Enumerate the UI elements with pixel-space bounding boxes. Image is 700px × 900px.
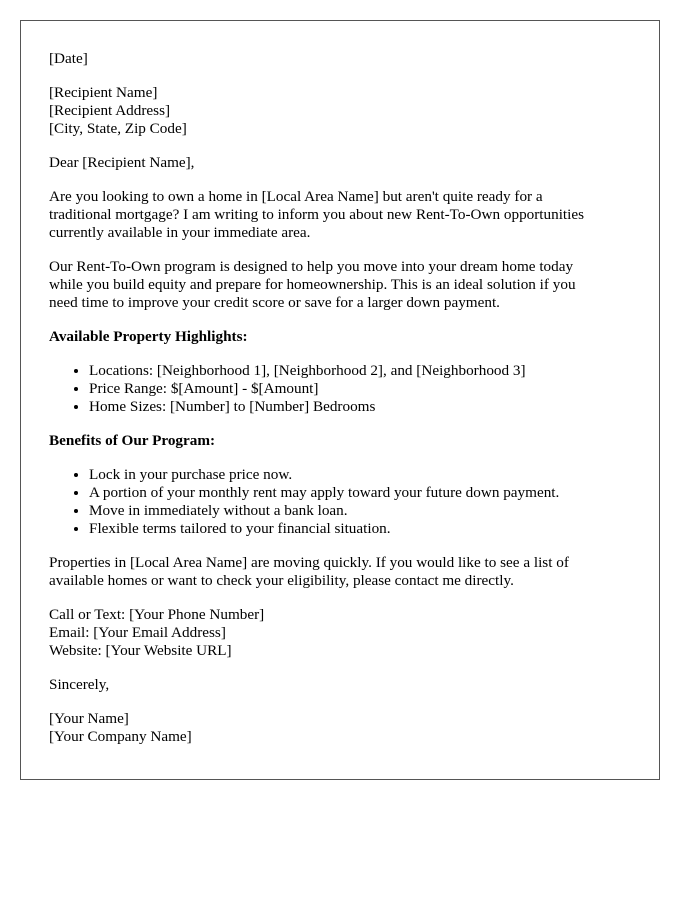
contact-block xyxy=(49,606,631,660)
closing-line: Properties in [Local Area Name] are moving quickly. If you would like to see a list of xyxy=(49,554,569,571)
list-item: • A portion of your monthly rent may apply toward your future down payment. xyxy=(89,484,631,502)
benefits-list xyxy=(49,466,631,538)
contact-website: Website: [Your Website URL] xyxy=(49,642,232,659)
closing-paragraph xyxy=(49,554,631,590)
list-item: • Locations: [Neighborhood 1], [Neighborhood 2], and [Neighborhood 3] xyxy=(89,362,631,380)
signoff xyxy=(49,676,631,694)
intro-paragraph xyxy=(49,188,631,242)
contact-phone: Call or Text: [Your Phone Number] xyxy=(49,606,265,623)
sender-company: [Your Company Name] xyxy=(49,728,192,745)
closing-line: available homes or want to check your eligibility, please contact me directly. xyxy=(49,572,514,589)
list-item: • Home Sizes: [Number] to [Number] Bedrooms xyxy=(89,398,631,416)
list-item: • Flexible terms tailored to your financial situation. xyxy=(89,520,631,538)
letter-page xyxy=(20,20,660,780)
list-item: • Move in immediately without a bank loan. xyxy=(89,502,631,520)
highlights-heading: Available Property Highlights: xyxy=(49,328,248,345)
recipient-address-block xyxy=(49,84,631,138)
letter-date: [Date] xyxy=(49,50,88,67)
intro-line: Are you looking to own a home in [Local Area Name] but aren't quite ready for a xyxy=(49,188,543,205)
recipient-address: [Recipient Address] xyxy=(49,102,171,119)
list-item: • Price Range: $[Amount] - $[Amount] xyxy=(89,380,631,398)
signoff-text: Sincerely, xyxy=(49,676,110,693)
date-line xyxy=(49,50,631,68)
sender-block xyxy=(49,710,631,746)
program-line: Our Rent-To-Own program is designed to help you move into your dream home today xyxy=(49,258,574,275)
program-line: while you build equity and prepare for homeownership. This is an ideal solution if you xyxy=(49,276,576,293)
program-line: need time to improve your credit score or save for a larger down payment. xyxy=(49,294,500,311)
intro-line: currently available in your immediate area. xyxy=(49,224,311,241)
recipient-name: [Recipient Name] xyxy=(49,84,158,101)
program-paragraph xyxy=(49,258,631,312)
contact-email: Email: [Your Email Address] xyxy=(49,624,226,641)
salutation xyxy=(49,154,631,172)
list-item: • Lock in your purchase price now. xyxy=(89,466,631,484)
intro-line: traditional mortgage? I am writing to inform you about new Rent-To-Own opportunities xyxy=(49,206,585,223)
sender-name: [Your Name] xyxy=(49,710,129,727)
highlights-list xyxy=(49,362,631,416)
recipient-city-state-zip: [City, State, Zip Code] xyxy=(49,120,187,137)
benefits-heading: Benefits of Our Program: xyxy=(49,432,216,449)
salutation-text: Dear [Recipient Name], xyxy=(49,154,195,171)
